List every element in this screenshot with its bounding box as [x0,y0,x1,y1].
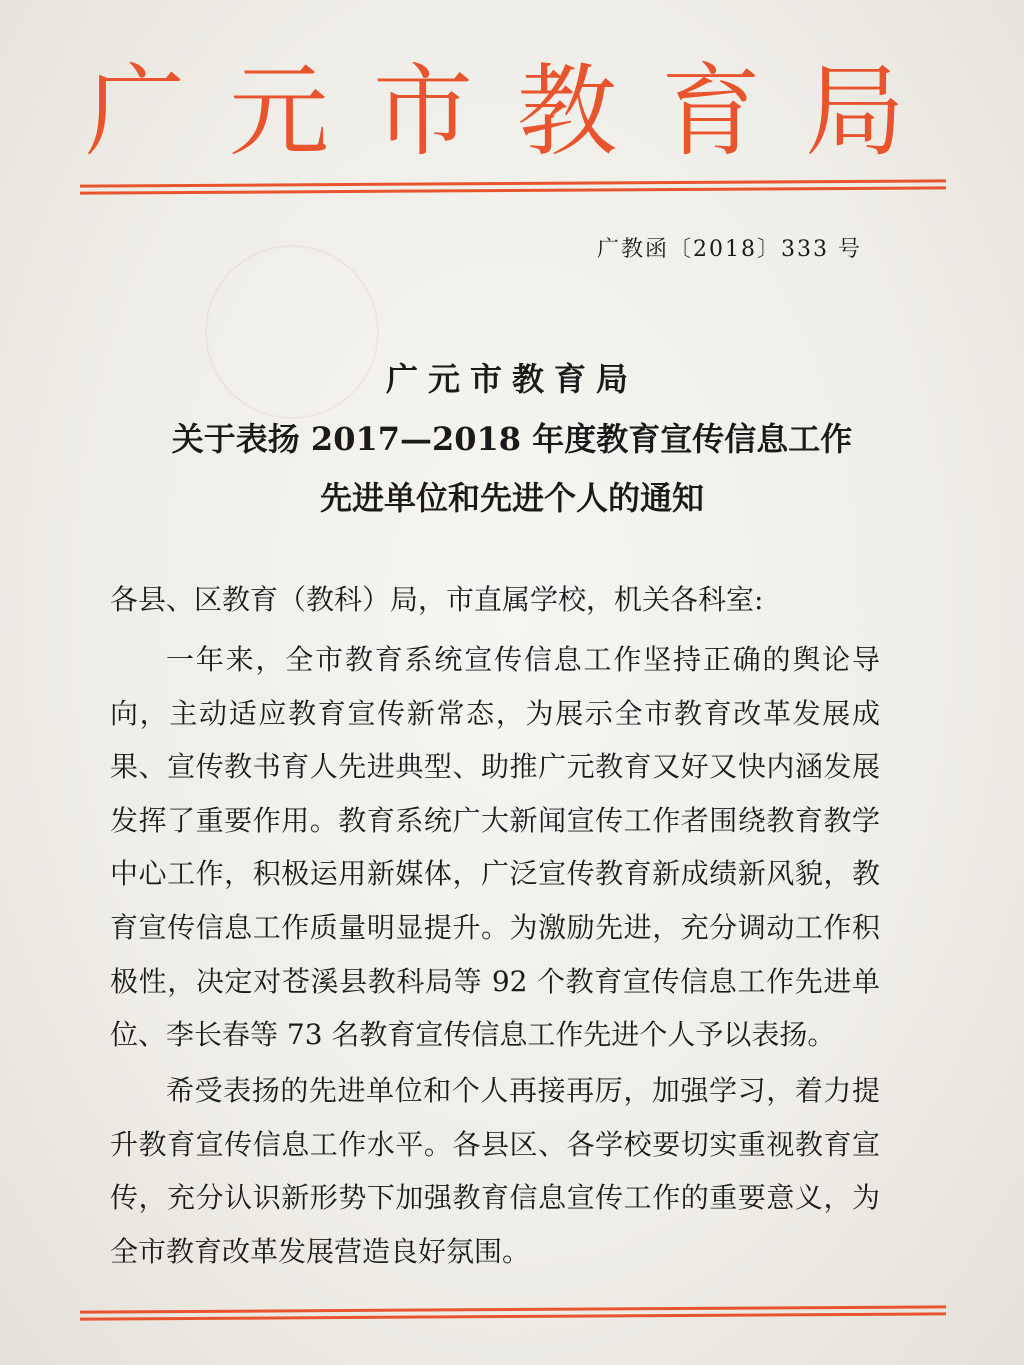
notice-title-line-3: 先进单位和先进个人的通知 [319,479,704,517]
notice-title-line-1: 广元市教育局 [385,360,638,398]
salutation: 各县、区教育（教科）局，市直属学校，机关各科室: [110,583,764,616]
body-paragraph-2 [110,1064,880,1278]
footer-red-rule [80,1305,946,1320]
paragraph-text: 希受表扬的先进单位和个人再接再厉，加强学习，着力提升教育宣传信息工作水平。各县区、各学校要切实重视教育宣传，充分认识新形势下加强教育信息宣传工作的重要意义，为全市教育改革发展营造良好氛围。 [110,1074,880,1268]
body-paragraph-1 [110,633,880,1062]
notice-title-line-2: 关于表扬 2017—2018 年度教育宣传信息工作 [171,420,853,458]
paragraph-text: 一年来，全市教育系统宣传信息工作坚持正确的舆论导向，主动适应教育宣传新常态，为展示全市教育改革发展成果、宣传教书育人先进典型、助推广元教育又好又快内涵发展发挥了重要作用。教育系统广大新闻宣传工作者围绕教育教学中心工作，积极运用新媒体，广泛宣传教育新成绩新风貌，教育宣传信息工作质量明显提升。为激励先进，充分调动工作积极性，决定对苍溪县教科局等 92 个教育宣传信息工作先进单位、李长春等 73 名教育宣传信息工作先进个人予以表扬。 [110,643,880,1052]
letterhead-red-rule [80,179,946,194]
document-number: 广教函〔2018〕333 号 [597,237,862,262]
letterhead-title: 广元市教育局 [85,53,949,170]
